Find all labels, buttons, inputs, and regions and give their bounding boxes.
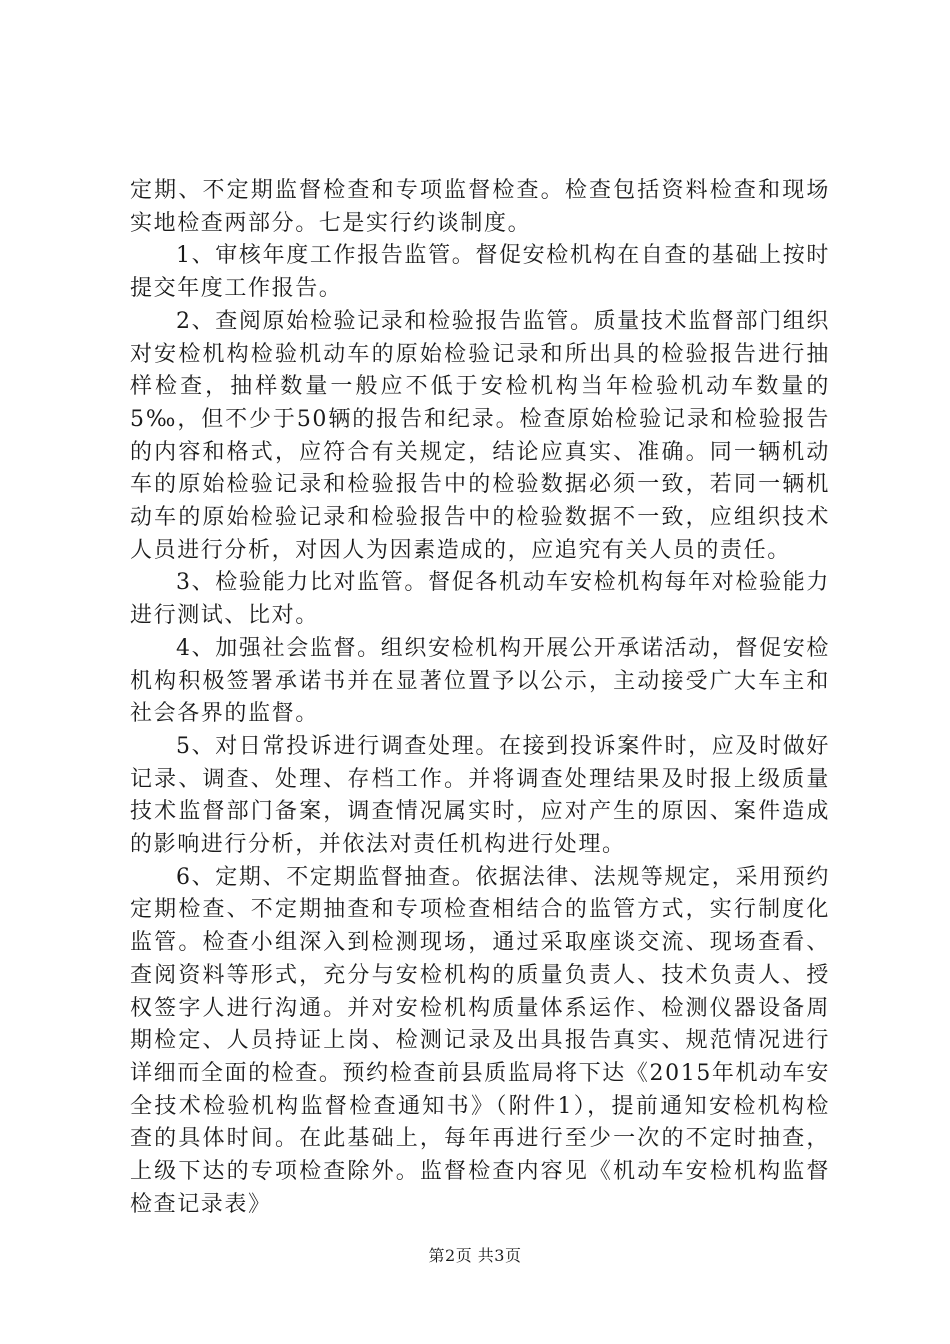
paragraph-item-5: 5、对日常投诉进行调查处理。在接到投诉案件时，应及时做好记录、调查、处理、存档工作。并将调查处理结果及时报上级质量技术监督部门备案，调查情况属实时，应对产生的原因、案件造成的影响进行分析，并依法对责任机构进行处理。	[130, 733, 830, 858]
paragraph-item-2: 2、查阅原始检验记录和检验报告监管。质量技术监督部门组织对安检机构检验机动车的原始检验记录和所出具的检验报告进行抽样检查，抽样数量一般应不低于安检机构当年检验机动车数量的5‰，但不少于50辆的报告和纪录。检查原始检验记录和检验报告的内容和格式，应符合有关规定，结论应真实、准确。同一辆机动车的原始检验记录和检验报告中的检验数据必须一致，若同一辆机动车的原始检验记录和检验报告中的检验数据不一致，应组织技术人员进行分析，对因人为因素造成的，应追究有关人员的责任。	[130, 308, 830, 563]
paragraph-item-4: 4、加强社会监督。组织安检机构开展公开承诺活动，督促安检机构积极签署承诺书并在显著位置予以公示，主动接受广大车主和社会各界的监督。	[130, 635, 830, 727]
paragraph-item-1: 1、审核年度工作报告监管。督促安检机构在自查的基础上按时提交年度工作报告。	[130, 243, 830, 302]
paragraph-continuation: 定期、不定期监督检查和专项监督检查。检查包括资料检查和现场实地检查两部分。七是实行约谈制度。	[130, 178, 830, 236]
page-number-footer: 第2页 共3页	[428, 1246, 522, 1265]
paragraph-item-3: 3、检验能力比对监管。督促各机动车安检机构每年对检验能力进行测试、比对。	[130, 570, 830, 629]
document-body	[130, 175, 830, 1222]
paragraph-item-6: 6、定期、不定期监督抽查。依据法律、法规等规定，采用预约定期检查、不定期抽查和专项检查相结合的监管方式，实行制度化监管。检查小组深入到检测现场，通过采取座谈交流、现场查看、查阅资料等形式，充分与安检机构的质量负责人、技术负责人、授权签字人进行沟通。并对安检机构质量体系运作、检测仪器设备周期检定、人员持证上岗、检测记录及出具报告真实、规范情况进行详细而全面的检查。预约检查前县质监局将下达《2015年机动车安全技术检验机构监督检查通知书》（附件1），提前通知安检机构检查的具体时间。在此基础上，每年再进行至少一次的不定时抽查，上级下达的专项检查除外。监督检查内容见《机动车安检机构监督检查记录表》	[130, 864, 830, 1217]
